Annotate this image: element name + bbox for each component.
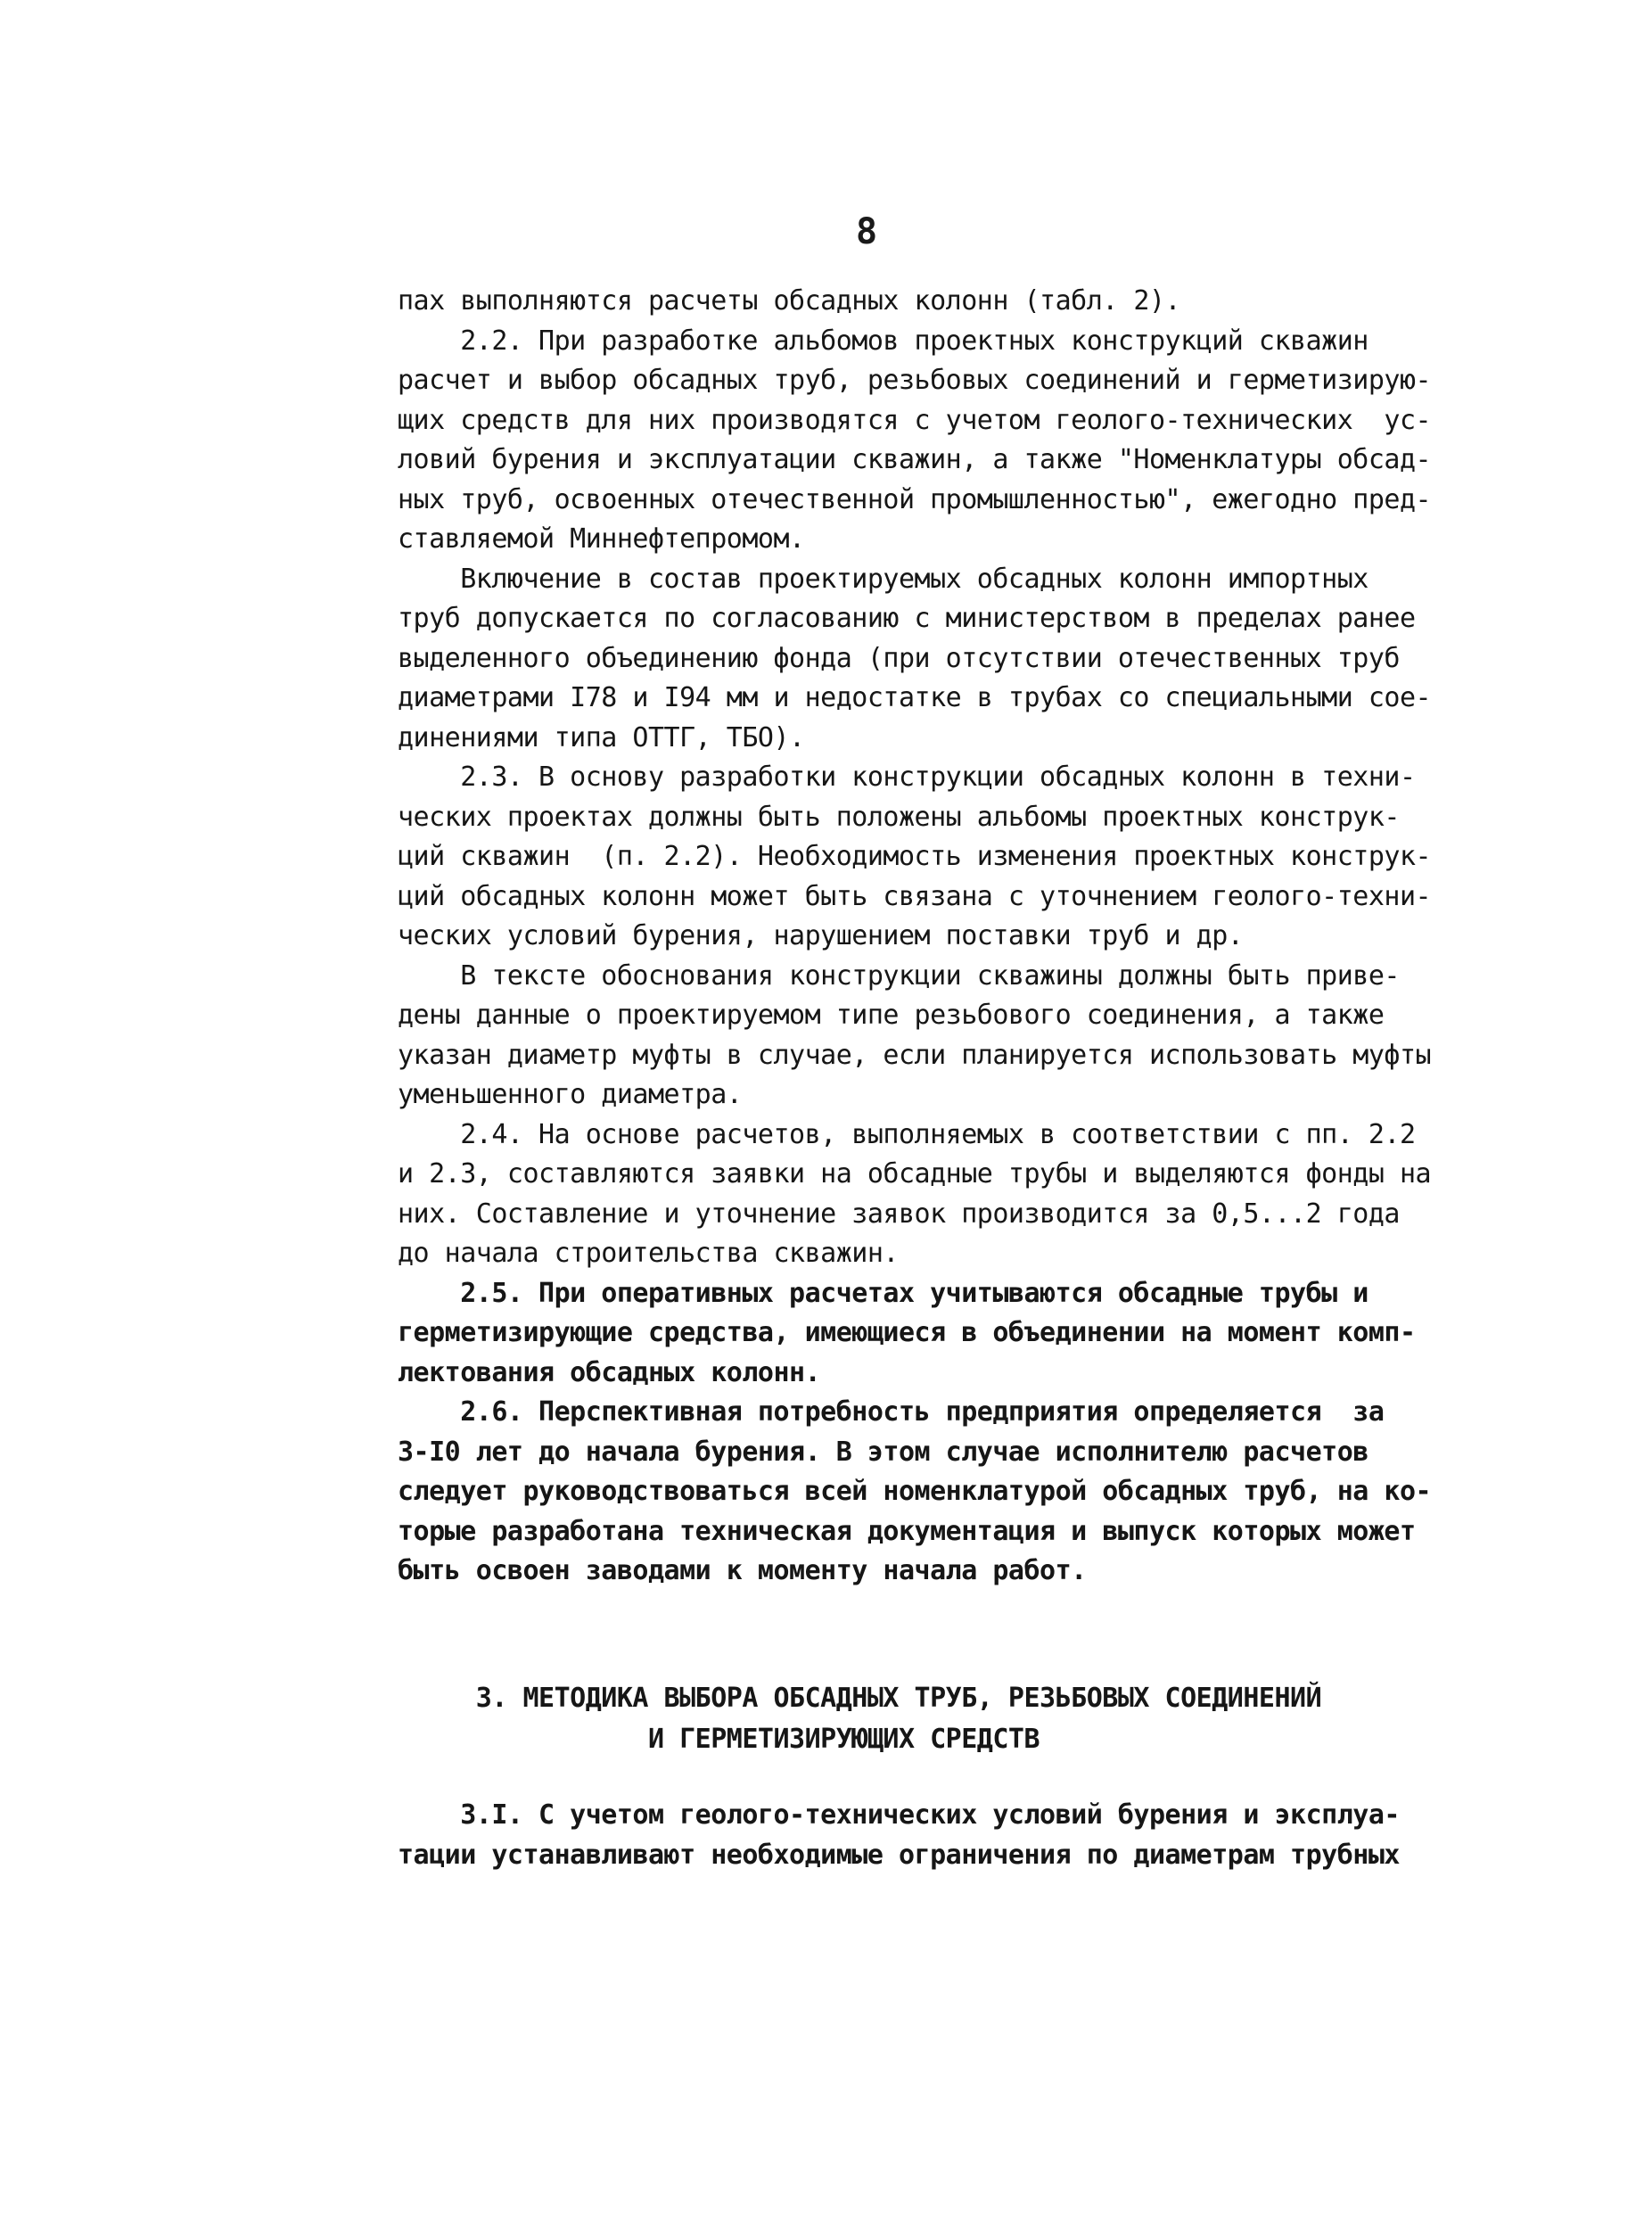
text-line: ных труб, освоенных отечественной промышленностью", ежегодно пред- (398, 483, 1432, 515)
text-line: ций обсадных колонн может быть связана с уточнением геолого-техни- (398, 880, 1432, 912)
text-line: щих средств для них производятся с учетом геолого-технических ус- (398, 404, 1432, 436)
page-number: 8 (856, 211, 878, 252)
text-line: ловий бурения и эксплуатации скважин, а также "Номенклатуры обсад- (398, 444, 1432, 475)
text-line: 3-I0 лет до начала бурения. В этом случае исполнителю расчетов (398, 1436, 1368, 1468)
text-line: ческих проектах должны быть положены альбомы проектных конструк- (398, 801, 1400, 833)
text-line: расчет и выбор обсадных труб, резьбовых соединений и герметизирую- (398, 365, 1432, 396)
text-line: 3.I. С учетом геолого-технических условий бурения и эксплуа- (398, 1799, 1400, 1831)
text-line: ций скважин (п. 2.2). Необходимость изменения проектных конструк- (398, 841, 1432, 872)
text-line: до начала строительства скважин. (398, 1238, 899, 1269)
text-line: следует руководствоваться всей номенклатурой обсадных труб, на ко- (398, 1476, 1432, 1507)
text-line: пах выполняются расчеты обсадных колонн (табл. 2). (398, 285, 1181, 317)
text-line: 2.5. При оперативных расчетах учитываются обсадные трубы и (398, 1277, 1368, 1309)
text-line: 2.2. При разработке альбомов проектных конструкций скважин (398, 325, 1368, 357)
section-body-text (398, 1796, 1467, 1875)
text-line: герметизирующие средства, имеющиеся в объединении на момент комп- (398, 1317, 1416, 1348)
text-line: 2.4. На основе расчетов, выполняемых в соответствии с пп. 2.2 (398, 1118, 1416, 1150)
text-line: дены данные о проектируемом типе резьбового соединения, а также (398, 1000, 1385, 1031)
text-line: Включение в состав проектируемых обсадных колонн импортных (398, 563, 1368, 595)
section-heading (398, 1678, 1467, 1760)
text-line: указан диаметр муфты в случае, если планируется использовать муфты (398, 1039, 1432, 1071)
text-line: В тексте обоснования конструкции скважины должны быть приве- (398, 959, 1400, 992)
body-text (398, 282, 1467, 1592)
text-line: них. Составление и уточнение заявок производится за 0,5...2 года (398, 1198, 1400, 1230)
text-line: ставляемой Миннефтепромом. (398, 523, 805, 555)
section-heading-line-2: И ГЕРМЕТИЗИРУЮЩИХ СРЕДСТВ (398, 1724, 1040, 1755)
text-line: лектования обсадных колонн. (398, 1356, 821, 1388)
section-heading-line-1: 3. МЕТОДИКА ВЫБОРА ОБСАДНЫХ ТРУБ, РЕЗЬБОВЫХ СОЕДИНЕНИЙ (398, 1683, 1322, 1714)
text-line: ческих условий бурения, нарушением поставки труб и др. (398, 920, 1244, 951)
text-line: торые разработана техническая документация и выпуск которых может (398, 1515, 1416, 1547)
text-line: 2.6. Перспективная потребность предприятия определяется за (398, 1396, 1385, 1428)
text-line: и 2.3, составляются заявки на обсадные трубы и выделяются фонды на (398, 1158, 1432, 1190)
text-line: уменьшенного диаметра. (398, 1079, 743, 1110)
text-line: труб допускается по согласованию с министерством в пределах ранее (398, 603, 1416, 634)
text-line: 2.3. В основу разработки конструкции обсадных колонн в техни- (398, 762, 1416, 793)
text-line: диаметрами I78 и I94 мм и недостатке в трубах со специальными сое- (398, 682, 1432, 713)
text-line: выделенного объединению фонда (при отсутствии отечественных труб (398, 642, 1400, 674)
text-line: тации устанавливают необходимые ограничения по диаметрам трубных (398, 1839, 1400, 1871)
text-line: динениями типа ОТТГ, ТБО). (398, 721, 805, 753)
text-line: быть освоен заводами к моменту начала работ. (398, 1555, 1087, 1586)
